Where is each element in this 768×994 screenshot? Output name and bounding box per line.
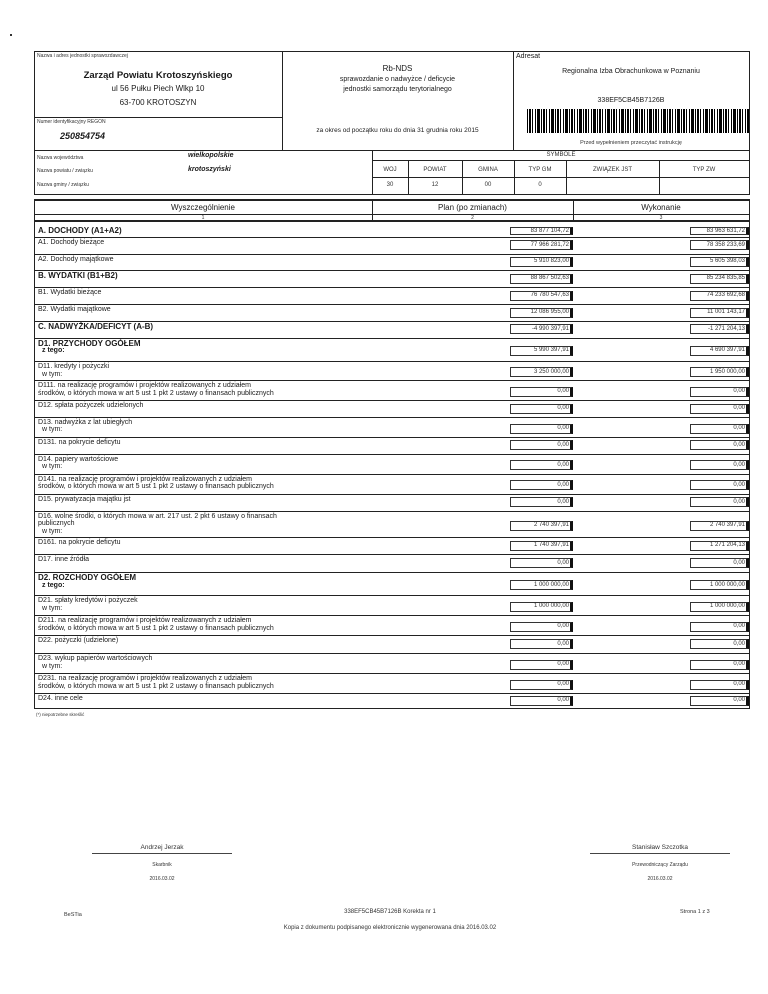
plan-value: 88 867 502,63	[530, 275, 569, 282]
table-row-label-line: D231. na realizację programów i projektów realizowanych z udziałem	[38, 675, 252, 683]
execution-value: 0,00	[733, 441, 745, 448]
table-row-label-line: środków, o których mowa w art 5 ust 1 pkt 2 ustawy o finansach publicznych	[38, 389, 274, 397]
form-title-line1: sprawozdanie o nadwyżce / deficycie	[339, 76, 456, 83]
table-row-label-line: C. NADWYŻKA/DEFICYT (A-B)	[38, 322, 154, 331]
footer-doc-ref: 338EF5CB45B7126B Korekta nr 1	[344, 909, 436, 915]
row-separator	[34, 361, 750, 362]
execution-value: 85 234 835,85	[706, 275, 745, 282]
table-row-label-line: D141. na realizację programów i projektów realizowanych z udziałem	[38, 475, 252, 483]
table-row-label-line: D24. inne cele	[38, 695, 83, 703]
plan-value: 12 086 955,00	[530, 309, 569, 315]
execution-value: 0,00	[733, 640, 745, 647]
column-header-description: Wyszczególnienie	[171, 203, 235, 212]
table-row-label-line: w tym:	[42, 426, 63, 434]
plan-value: 3 250 000,00	[533, 368, 569, 375]
execution-value: 0,00	[733, 681, 745, 688]
table-row-label	[38, 637, 118, 645]
county-value: krotoszyński	[188, 166, 231, 173]
table-row-label-line: środków, o których mowa w art 5 ust 1 pkt 2 ustawy o finansach publicznych	[38, 624, 274, 632]
table-row-label	[38, 363, 109, 378]
table-row-label-line: D14. papiery wartościowe	[38, 455, 119, 463]
table-row-label-line: z tego:	[42, 581, 65, 589]
plan-value: 76 780 547,63	[530, 292, 569, 299]
row-separator	[34, 254, 750, 255]
plan-value: 0,00	[557, 661, 569, 668]
symbol-header-zwiazek: ZWIĄZEK JST	[593, 167, 632, 173]
execution-value: 0,00	[733, 461, 745, 468]
row-separator	[34, 653, 750, 654]
table-row-label	[38, 513, 277, 536]
plan-value: 0,00	[557, 498, 569, 505]
table-row-label-line: z tego:	[42, 347, 65, 355]
table-row-label-line: w tym:	[42, 527, 63, 535]
row-separator	[34, 595, 750, 596]
execution-value: 78 358 233,69	[706, 241, 745, 248]
execution-value: 1 271 204,13	[709, 542, 745, 549]
county-label: Nazwa powiatu / związku	[37, 168, 93, 174]
symbol-value-typ-gm: 0	[538, 182, 542, 188]
footer-page-number: Strona 1 z 3	[680, 909, 710, 915]
table-row-label-line: środków, o których mowa w art 5 ust 1 pkt 2 ustawy o finansach publicznych	[38, 682, 274, 690]
plan-value: 5 910 823,00	[533, 258, 569, 265]
table-row-label-line: D1. PRZYCHODY OGÓŁEM	[38, 338, 141, 348]
execution-value: 0,00	[733, 425, 745, 431]
row-separator	[34, 270, 750, 271]
execution-value: 0,00	[733, 481, 745, 488]
plan-value: 0,00	[557, 388, 569, 394]
table-row-label-line: B1. Wydatki bieżące	[38, 289, 102, 297]
table-row-label-line: D21. spłaty kredytów i pożyczek	[38, 597, 138, 605]
plan-value: -4 990 397,91	[531, 325, 569, 332]
signature-left-name: Andrzej Jerzak	[140, 844, 184, 851]
regon-label: Numer identyfikacyjny REGON	[37, 119, 106, 125]
voivodeship-label: Nazwa województwa	[37, 155, 84, 161]
table-row-label-line: D11. kredyty i pożyczki	[38, 363, 110, 370]
execution-value: 1 000 000,00	[709, 603, 745, 610]
row-separator	[34, 304, 750, 305]
addressee-name: Regionalna Izba Obrachunkowa w Poznaniu	[562, 68, 700, 75]
issuer-city: 63-700 KROTOSZYN	[119, 98, 197, 107]
plan-value: 0,00	[557, 623, 569, 630]
table-row-label-line: D211. na realizację programów i projektów realizowanych z udziałem	[38, 617, 252, 625]
table-row-label-line: D161. na pokrycie deficytu	[38, 539, 121, 547]
table-row-label-line: D23. wykup papierów wartościowych	[38, 655, 153, 663]
footer-software: BeSTia	[64, 912, 82, 918]
column-header-execution: Wykonanie	[641, 203, 681, 212]
execution-value: 2 740 397,91	[709, 522, 745, 528]
execution-value: 74 233 692,68	[706, 292, 745, 299]
plan-value: 2 740 397,91	[533, 522, 569, 528]
execution-value: -1 271 204,13	[707, 325, 745, 332]
table-row-label	[38, 289, 101, 297]
signature-left-role: Skarbnik	[152, 862, 172, 868]
barcode	[527, 109, 749, 133]
row-separator	[34, 237, 750, 238]
regon-value: 250854754	[60, 131, 106, 141]
execution-value: 0,00	[733, 405, 745, 411]
plan-value: 83 877 104,72	[530, 228, 569, 234]
row-separator	[34, 287, 750, 288]
execution-value: 11 001 143,17	[707, 309, 745, 315]
issuer-label: Nazwa i adres jednostki sprawozdawczej	[37, 53, 128, 59]
execution-value: 0,00	[733, 697, 745, 704]
plan-value: 77 966 281,72	[530, 241, 569, 248]
table-row-label-line: D131. na pokrycie deficytu	[38, 439, 121, 446]
table-row-label-line: A. DOCHODY (A1+A2)	[38, 226, 122, 235]
signature-right-line	[590, 853, 730, 854]
footer-copy-note: Kopia z dokumentu podpisanego elektronicznie wygenerowana dnia 2016.03.02	[283, 925, 497, 931]
table-row-label	[38, 227, 122, 235]
symbols-title: SYMBOLE	[546, 152, 576, 158]
issuer-name: Zarząd Powiatu Krotoszyńskiego	[83, 70, 233, 81]
form-title-line2: jednostki samorządu terytorialnego	[343, 86, 452, 93]
plan-value: 1 740 397,91	[533, 542, 569, 549]
table-row-label	[38, 597, 138, 612]
signature-left-date: 2016.03.02	[149, 876, 175, 882]
execution-value: 0,00	[733, 498, 745, 505]
table-row-label	[38, 256, 113, 264]
execution-value: 83 963 631,72	[706, 228, 745, 234]
table-row-label	[38, 419, 132, 434]
table-row-label	[38, 617, 274, 632]
scan-speck	[10, 34, 12, 36]
table-row-label	[38, 382, 274, 397]
row-separator	[34, 400, 750, 401]
table-row-label	[38, 695, 83, 703]
row-separator	[34, 673, 750, 674]
row-separator	[34, 380, 750, 381]
table-row-label-line: w tym:	[42, 463, 63, 471]
plan-value: 0,00	[557, 681, 569, 688]
table-row-label-line: B. WYDATKI (B1+B2)	[38, 271, 118, 281]
plan-value: 0,00	[557, 425, 569, 431]
table-row-label-line: D13. nadwyżka z lat ubiegłych	[38, 418, 133, 426]
table-row-label	[38, 655, 152, 670]
table-row-label-line: A1. Dochody bieżące	[38, 238, 105, 246]
table-row-label	[38, 439, 121, 447]
row-separator	[34, 494, 750, 495]
table-row-label	[38, 574, 136, 589]
column-header-plan: Plan (po zmianach)	[438, 203, 507, 212]
plan-value: 5 990 397,91	[533, 347, 569, 354]
signature-right-date: 2016.03.02	[647, 876, 673, 882]
plan-value: 0,00	[557, 461, 569, 468]
plan-value: 0,00	[557, 640, 569, 647]
symbol-value-powiat: 12	[431, 182, 439, 188]
row-separator	[34, 338, 750, 339]
plan-value: 1 000 000,00	[533, 603, 569, 610]
table-row-label-line: D12. spłata pożyczek udzielonych	[38, 402, 144, 410]
column-number-2: 2	[471, 215, 474, 221]
voivodeship-value: wielkopolskie	[188, 152, 234, 159]
table-row-label	[38, 556, 89, 564]
plan-value: 1 000 000,00	[533, 581, 569, 588]
execution-value: 0,00	[733, 661, 745, 668]
symbol-header-typ-zw: TYP ZW	[692, 167, 716, 173]
row-separator	[34, 454, 750, 455]
symbol-header-gmina: GMINA	[478, 167, 498, 173]
table-row-label-line: środków, o których mowa w art 5 ust 1 pkt 2 ustawy o finansach publicznych	[38, 483, 274, 491]
row-separator	[34, 693, 750, 694]
reporting-period: za okres od początku roku do dnia 31 grudnia roku 2015	[316, 127, 479, 134]
table-row-label	[38, 496, 131, 504]
commune-label: Nazwa gminy / związku	[37, 182, 89, 188]
table-row-label-line: w tym:	[42, 370, 63, 378]
table-row-label-line: D15. prywatyzacja majątku jst	[38, 495, 131, 503]
table-row-label-line: D17. inne źródła	[38, 556, 89, 563]
execution-value: 5 605 398,03	[709, 258, 745, 265]
document-code: 338EF5CB45B7126B	[597, 97, 665, 104]
table-row-label	[38, 402, 143, 410]
row-separator	[34, 474, 750, 475]
execution-value: 0,00	[733, 559, 745, 566]
signature-left-line	[92, 853, 232, 854]
plan-value: 0,00	[557, 405, 569, 411]
footnote: (*) niepotrzebne skreślić	[36, 712, 85, 717]
table-row-label	[38, 539, 121, 547]
table-row-label	[38, 476, 274, 491]
table-row-label	[38, 272, 118, 280]
row-separator	[34, 417, 750, 418]
form-code: Rb-NDS	[382, 64, 413, 73]
table-row-label-line: D111. na realizację programów i projektów realizowanych z udziałem	[38, 382, 251, 389]
instructions-note: Przed wypełnieniem przeczytać instrukcję	[580, 140, 682, 146]
table-row-label	[38, 306, 111, 314]
table-row-label	[38, 456, 118, 471]
plan-value: 0,00	[557, 559, 569, 566]
table-row-label-line: B2. Wydatki majątkowe	[38, 306, 111, 314]
signature-right-role: Przewodniczący Zarządu	[632, 862, 688, 868]
row-separator	[34, 708, 750, 709]
plan-value: 0,00	[557, 441, 569, 448]
symbol-header-powiat: POWIAT	[423, 167, 447, 173]
execution-value: 0,00	[733, 388, 745, 394]
table-row-label-line: A2. Dochody majątkowe	[38, 255, 114, 263]
table-row-label-line: D22. pożyczki (udzielone)	[38, 637, 119, 645]
row-separator	[34, 437, 750, 438]
symbol-header-typ-gm: TYP GM	[528, 167, 552, 173]
execution-value: 1 950 000,00	[709, 368, 745, 375]
table-row-label-line: D2. ROZCHODY OGÓŁEM	[38, 573, 137, 582]
row-separator	[34, 554, 750, 555]
table-row-label-line: w tym:	[42, 662, 63, 670]
execution-value: 0,00	[733, 623, 745, 630]
row-separator	[34, 511, 750, 512]
table-row-label	[38, 239, 104, 247]
column-number-3: 3	[659, 215, 663, 221]
issuer-street: ul 56 Pułku Piech Wlkp 10	[111, 84, 205, 93]
column-number-1: 1	[201, 215, 205, 221]
plan-value: 0,00	[557, 697, 569, 704]
execution-value: 1 000 000,00	[709, 581, 745, 588]
row-separator	[34, 635, 750, 636]
execution-value: 4 690 397,91	[709, 347, 745, 354]
table-row-label	[38, 323, 153, 331]
symbol-header-woj: WOJ	[383, 167, 397, 173]
symbol-value-gmina: 00	[484, 182, 492, 188]
table-row-label	[38, 675, 274, 690]
row-separator	[34, 572, 750, 573]
plan-value: 0,00	[557, 481, 569, 488]
addressee-label: Adresat	[516, 53, 541, 60]
table-row-label-line: D16. wolne środki, o których mowa w art. 217 ust. 2 pkt 6 ustawy o finansach	[38, 512, 277, 520]
table-row-label-line: publicznych	[38, 520, 75, 528]
table-row-label-line: w tym:	[42, 604, 63, 612]
table-row-label	[38, 340, 141, 355]
symbol-value-woj: 30	[386, 182, 394, 188]
signature-right-name: Stanisław Szczotka	[632, 844, 688, 851]
row-separator	[34, 615, 750, 616]
row-separator	[34, 537, 750, 538]
